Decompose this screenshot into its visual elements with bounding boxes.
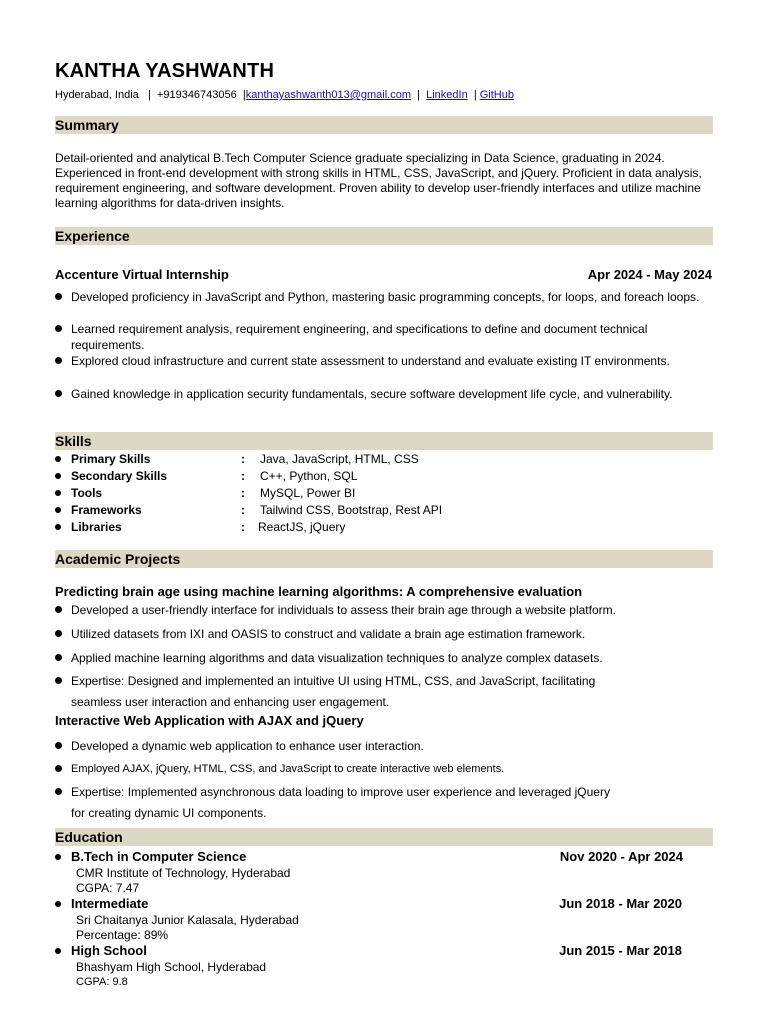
github-link[interactable]: GitHub bbox=[479, 89, 514, 101]
score: CGPA: 9.8 bbox=[76, 976, 128, 988]
bullet-icon bbox=[55, 507, 61, 513]
bullet-icon bbox=[55, 524, 61, 530]
education-dates: Nov 2020 - Apr 2024 bbox=[559, 849, 683, 864]
skills-section-bar bbox=[55, 432, 713, 450]
email-link[interactable]: kanthayashwanth013@gmail.com bbox=[245, 89, 412, 101]
candidate-name: KANTHA YASHWANTH bbox=[55, 60, 275, 82]
job-title: Accenture Virtual Internship bbox=[55, 267, 229, 282]
score: CGPA: 7.47 bbox=[76, 881, 140, 895]
school-name: Bhashyam High School, Hyderabad bbox=[76, 960, 267, 974]
experience-heading: Experience bbox=[55, 228, 130, 244]
bullet-icon bbox=[55, 765, 62, 772]
education-dates: Jun 2018 - Mar 2020 bbox=[559, 896, 682, 911]
score: Percentage: 89% bbox=[76, 928, 169, 942]
contact-line: Hyderabad, India | +919346743056 |kanthayashwanth013@gmail.com | LinkedIn | GitHub bbox=[55, 89, 514, 101]
experience-section-bar bbox=[55, 227, 713, 245]
bullet-icon bbox=[55, 630, 62, 637]
summary-text: Detail-oriented and analytical B.Tech Computer Science graduate specializing in Data Science, graduating in 2024. Experienced in front-end development with strong skills in HTML, CSS, JavaScript, and jQuery. Proficient in data analysis, requirement engineering, and software development. Proven ability to develop user-friendly interfaces and utilize machine learning algorithms for data-driven insights. bbox=[55, 151, 702, 210]
phone: +919346743056 bbox=[156, 89, 237, 101]
summary-section-bar bbox=[55, 116, 713, 134]
bullet-icon bbox=[55, 325, 62, 332]
school-name: Sri Chaitanya Junior Kalasala, Hyderabad bbox=[76, 913, 299, 927]
education-section-bar bbox=[55, 828, 713, 846]
location: Hyderabad, India bbox=[55, 89, 139, 101]
bullet-icon bbox=[55, 390, 62, 397]
bullet-icon bbox=[55, 854, 61, 860]
education-heading: Education bbox=[55, 829, 123, 845]
job-dates: Apr 2024 - May 2024 bbox=[587, 267, 712, 282]
school-name: CMR Institute of Technology, Hyderabad bbox=[76, 866, 291, 880]
bullet-icon bbox=[55, 357, 62, 364]
project-title: Predicting brain age using machine learning algorithms: A comprehensive evaluation bbox=[55, 584, 583, 599]
bullet-icon bbox=[55, 948, 61, 954]
bullet-icon bbox=[55, 490, 61, 496]
bullet-icon bbox=[55, 456, 61, 462]
bullet-icon bbox=[55, 654, 62, 661]
project-title: Interactive Web Application with AJAX and jQuery bbox=[55, 713, 364, 728]
projects-heading: Academic Projects bbox=[55, 551, 181, 567]
bullet-icon bbox=[55, 901, 61, 907]
bullet-icon bbox=[55, 788, 62, 795]
bullet-icon bbox=[55, 606, 62, 613]
bullet-icon bbox=[55, 473, 61, 479]
summary-heading: Summary bbox=[55, 117, 119, 133]
skills-heading: Skills bbox=[55, 433, 92, 449]
education-dates: Jun 2015 - Mar 2018 bbox=[559, 943, 682, 958]
bullet-icon bbox=[55, 742, 62, 749]
bullet-icon bbox=[55, 677, 62, 684]
projects-section-bar bbox=[55, 550, 713, 568]
bullet-icon bbox=[55, 293, 62, 300]
linkedin-link[interactable]: LinkedIn bbox=[426, 89, 468, 101]
